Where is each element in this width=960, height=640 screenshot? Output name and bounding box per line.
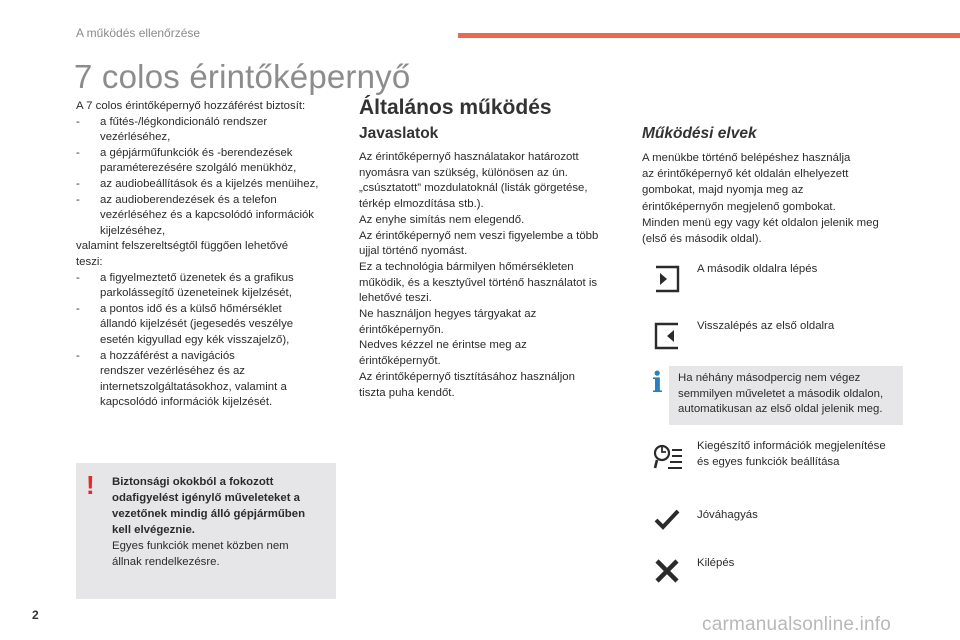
tips-line: ujjal történő nyomást.	[359, 245, 468, 258]
extra-info-settings-icon	[652, 442, 682, 472]
list-dash: -	[76, 115, 80, 128]
exclamation-icon: !	[86, 470, 95, 500]
list-item	[76, 349, 351, 365]
page-number: 2	[32, 608, 39, 622]
principles-text	[642, 150, 912, 247]
tips-line: nyomásra van szükség, különösen az ún.	[359, 166, 568, 179]
close-icon	[652, 556, 682, 586]
tips-line: érintőképernyőn.	[359, 323, 444, 336]
list-item-continuation: parkolássegítő üzeneteinek kijelzését,	[100, 287, 292, 300]
list-dash: -	[76, 193, 80, 206]
tips-line: „csúsztatott” mozdulatoknál (listák görgetése,	[359, 182, 588, 195]
info-text	[678, 371, 900, 418]
warning-line: állnak rendelkezésre.	[112, 556, 220, 568]
principles-line: az érintőképernyő két oldalán elhelyezett	[642, 168, 849, 181]
list-item-continuation: kapcsolódó információk kijelzését.	[100, 396, 273, 409]
list-dash: -	[76, 271, 80, 284]
list-item-text: a figyelmeztető üzenetek és a grafikus	[100, 271, 294, 284]
list-item	[76, 193, 351, 209]
list-item-text: a hozzáférést a navigációs	[100, 349, 235, 362]
warning-bold-line: vezetőnek mindig álló gépjárműben	[112, 508, 306, 520]
list-item	[76, 177, 351, 193]
text-line: valamint felszereltségtől függően lehetővé	[76, 240, 289, 253]
safety-warning-text	[112, 474, 330, 570]
warning-bold-line: odafigyelést igénylő műveleteket a	[112, 492, 301, 504]
extra-info-label-line: Kiegészítő információk megjelenítése	[697, 440, 886, 452]
tips-line: működik, és a kesztyűvel történő használatot is	[359, 276, 598, 289]
list-item-continuation: internetszolgáltatásokhoz, valamint a	[100, 380, 287, 393]
list-dash: -	[76, 349, 80, 362]
list-item-text: a gépjárműfunkciók és -berendezések	[100, 146, 293, 159]
info-line: Ha néhány másodpercig nem végez	[678, 372, 861, 384]
watermark: carmanualsonline.info	[702, 614, 892, 635]
tips-line: érintőképernyőt.	[359, 355, 441, 368]
warning-bold-line: Biztonsági okokból a fokozott	[112, 476, 274, 488]
general-operation-heading: Általános működés	[359, 96, 552, 119]
list-item-continuation: esetén kigyullad egy kék visszajelző),	[100, 333, 290, 346]
list-item	[76, 271, 351, 287]
info-line: semmilyen műveletet a második oldalon,	[678, 387, 884, 400]
text-line: A 7 colos érintőképernyő hozzáférést biztosít:	[76, 100, 306, 112]
tips-line: tiszta puha kendőt.	[359, 386, 455, 399]
principles-line: érintőképernyőn megjelenő gombokat.	[642, 200, 836, 213]
list-item-text: az audiobeállítások és a kijelzés menüihez,	[100, 177, 319, 190]
info-icon: i	[652, 366, 663, 399]
list-item-text: a fűtés-/légkondicionáló rendszer	[100, 115, 268, 128]
list-item-continuation: paraméterezésére szolgáló menükhöz,	[100, 162, 297, 175]
list-item-continuation: rendszer vezérléséhez és az	[100, 365, 245, 378]
principles-line: (első és második oldal).	[642, 233, 762, 246]
intro-column	[76, 99, 351, 411]
list-dash: -	[76, 146, 80, 159]
back-page-label: Visszalépés az első oldalra	[697, 320, 835, 332]
section-heading: A működés ellenőrzése	[76, 26, 201, 40]
principles-line: gombokat, majd nyomja meg az	[642, 184, 804, 197]
tips-line: lehetővé teszi.	[359, 292, 432, 305]
accent-bar	[458, 33, 960, 38]
list-item	[76, 115, 351, 131]
next-page-icon	[652, 264, 682, 294]
warning-bold-line: kell elvégeznie.	[112, 524, 195, 536]
list-item-continuation: állandó kijelzését (jegesedés veszélye	[100, 318, 294, 331]
list-item-continuation: kijelzéséhez,	[100, 224, 166, 237]
exit-label: Kilépés	[697, 557, 735, 569]
tips-heading: Javaslatok	[359, 125, 439, 142]
warning-line: Egyes funkciók menet közben nem	[112, 540, 289, 552]
tips-line: Ne használjon hegyes tárgyakat az	[359, 308, 537, 321]
checkmark-icon	[652, 505, 682, 535]
back-page-icon	[652, 321, 682, 351]
text-line: teszi:	[76, 255, 103, 268]
principles-line: A menükbe történő belépéshez használja	[642, 152, 851, 164]
extra-info-label	[697, 438, 886, 470]
list-item	[76, 146, 351, 162]
principles-line: Minden menü egy vagy két oldalon jelenik meg	[642, 216, 879, 229]
extra-info-label-line: és egyes funkciók beállítása	[697, 456, 840, 468]
list-item-continuation: vezérléséhez és a kapcsolódó információk	[100, 209, 315, 222]
tips-line: térkép elmozdítása stb.).	[359, 198, 484, 211]
list-item	[76, 302, 351, 318]
list-dash: -	[76, 177, 80, 190]
confirm-label: Jóváhagyás	[697, 509, 758, 521]
tips-line: Az érintőképernyő használatakor határozott	[359, 151, 579, 163]
list-item-text: a pontos idő és a külső hőmérséklet	[100, 302, 282, 315]
list-item-continuation: vezérléséhez,	[100, 131, 171, 144]
tips-line: Az enyhe simítás nem elegendő.	[359, 213, 525, 226]
tips-line: Az érintőképernyő tisztításához használjon	[359, 370, 575, 383]
page-title: 7 colos érintőképernyő	[74, 58, 411, 95]
next-page-label: A második oldalra lépés	[697, 263, 818, 275]
info-line: automatikusan az első oldal jelenik meg.	[678, 403, 883, 415]
tips-line: Nedves kézzel ne érintse meg az	[359, 339, 527, 352]
tips-text	[359, 150, 629, 401]
list-dash: -	[76, 302, 80, 315]
tips-line: Az érintőképernyő nem veszi figyelembe a több	[359, 229, 599, 242]
list-item-text: az audioberendezések és a telefon	[100, 193, 277, 206]
tips-line: Ez a technológia bármilyen hőmérsékleten	[359, 260, 574, 273]
principles-heading: Működési elvek	[642, 125, 757, 142]
